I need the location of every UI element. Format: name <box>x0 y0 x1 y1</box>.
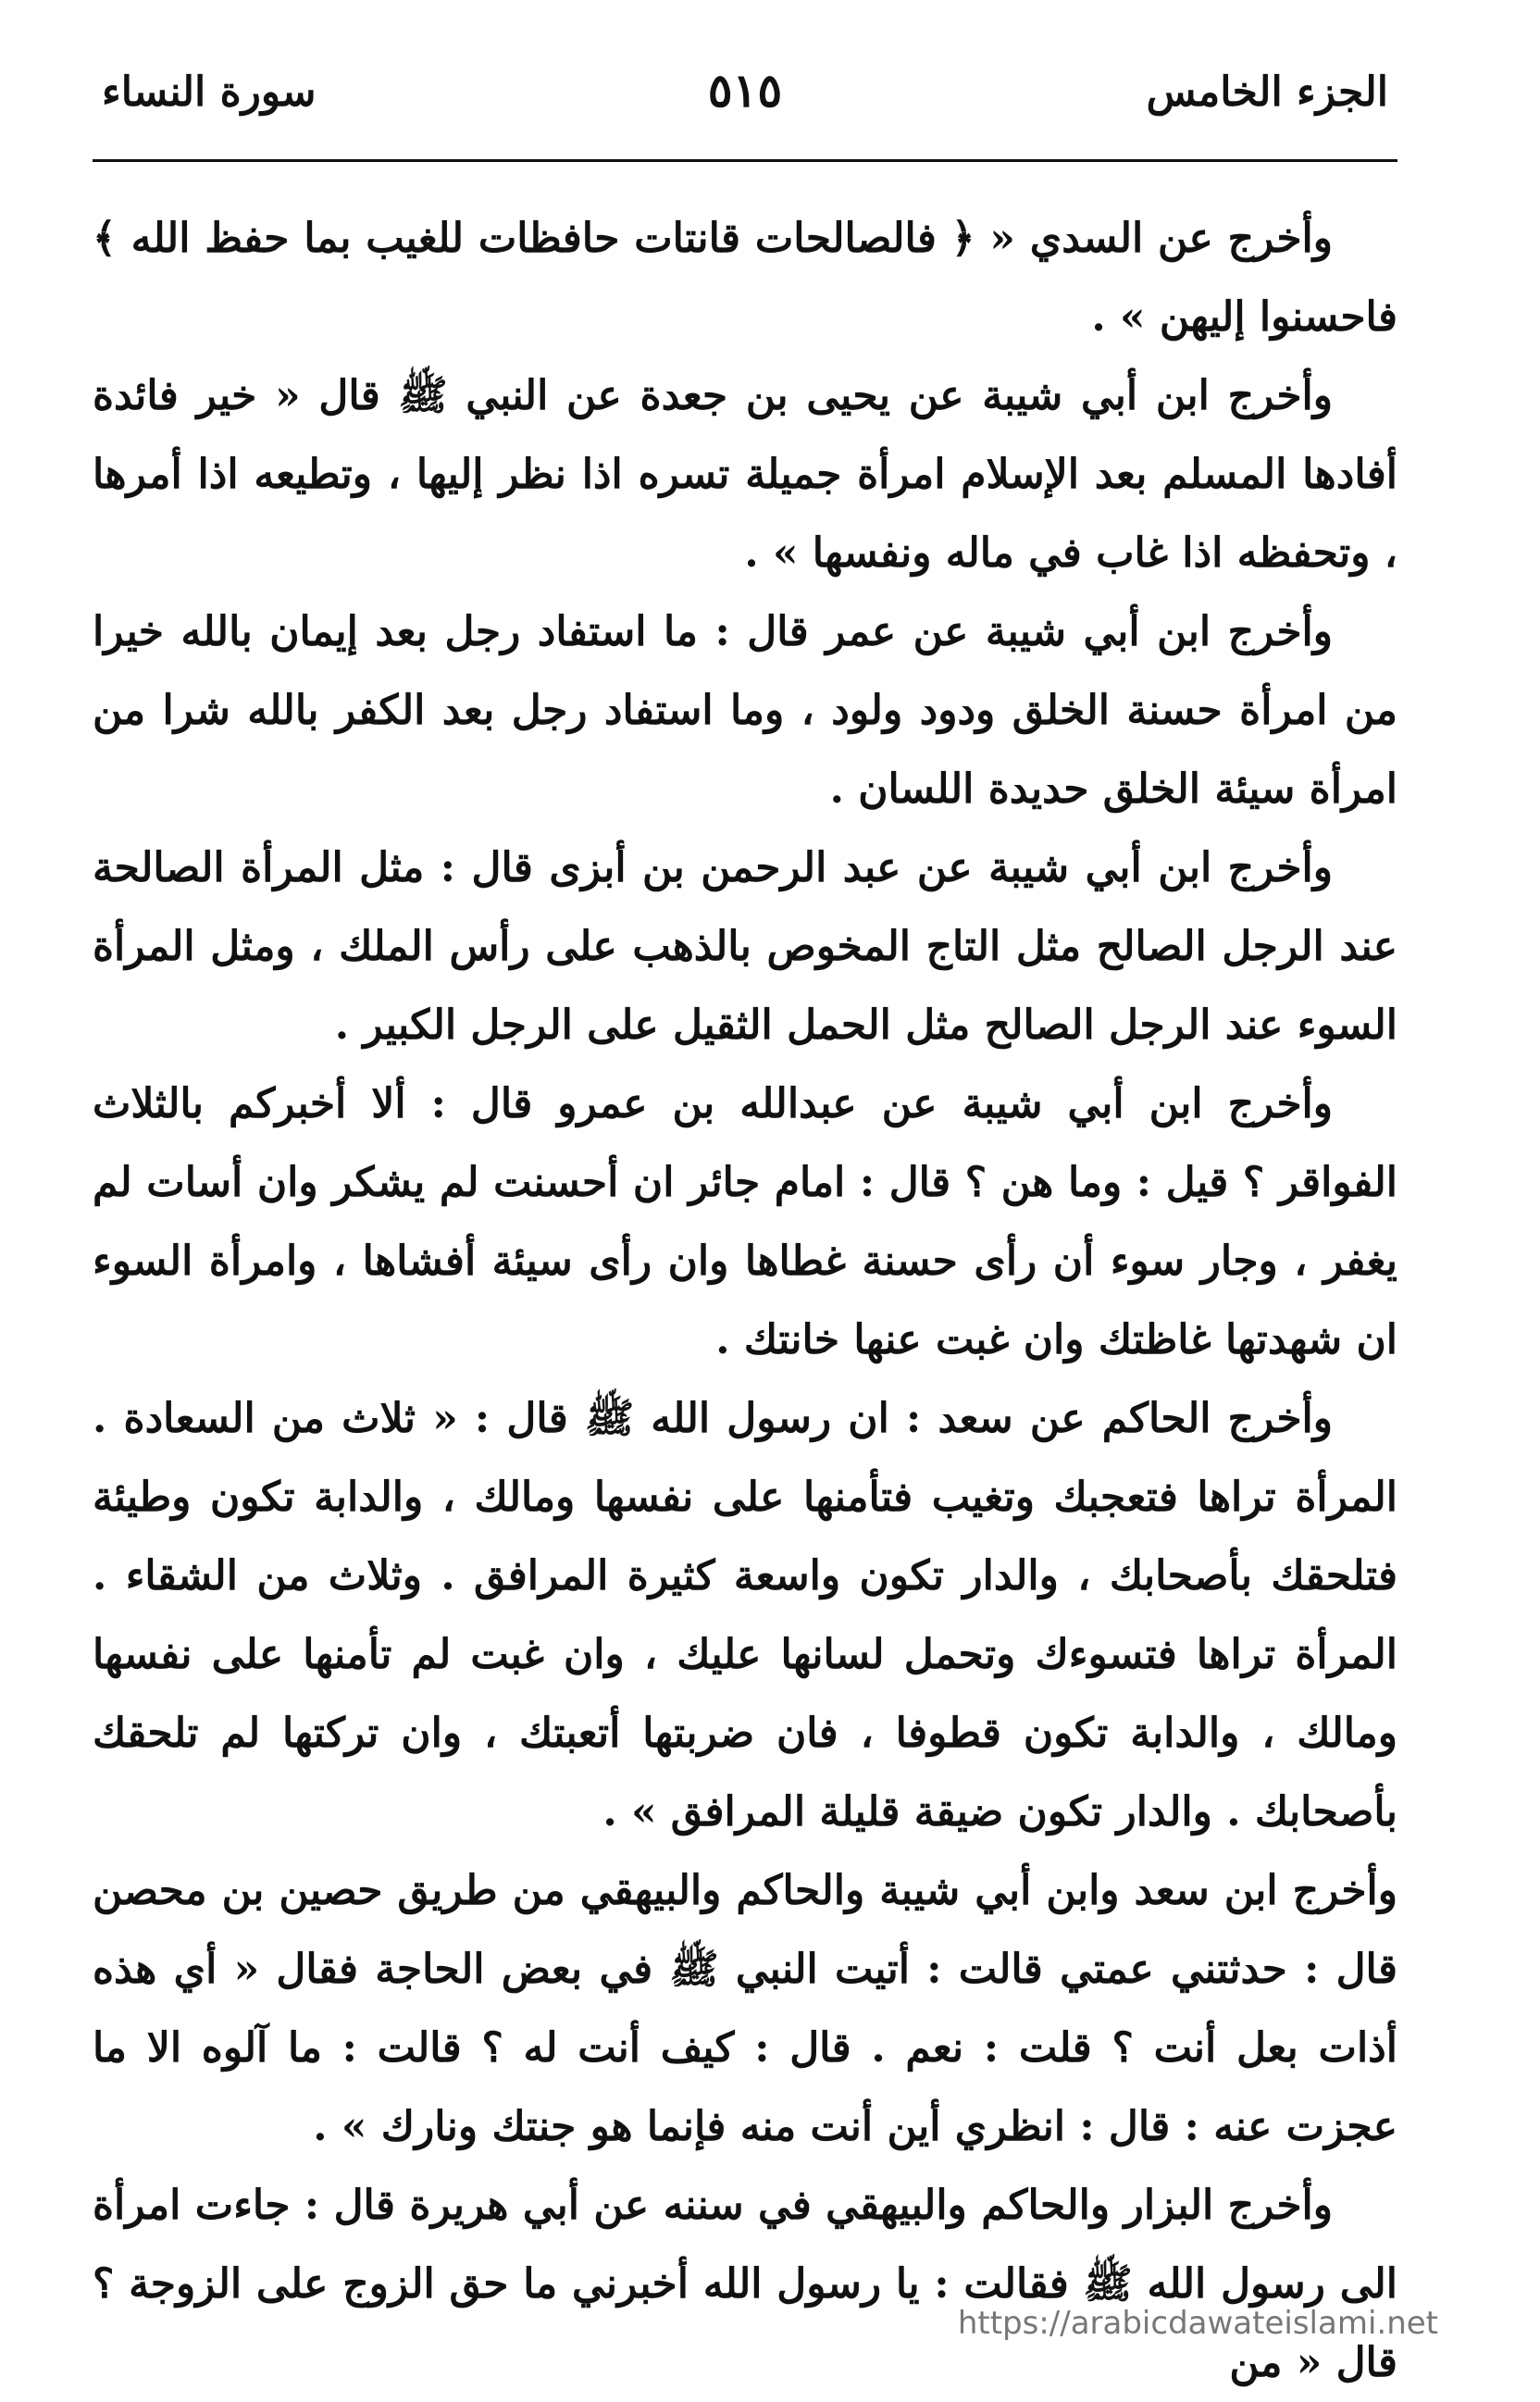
page-header <box>93 56 1397 148</box>
paragraph: وأخرج ابن سعد وابن أبي شيبة والحاكم والبيهقي من طريق حصين بن محصن قال : حدثتني عمتي قالت : أتيت النبي ﷺ في بعض الحاجة فقال « أي هذه أذات بعل أنت ؟ قلت : نعم . قال : كيف أنت له ؟ قالت : ما آلوه الا ما عجزت عنه : قال : انظري أين أنت منه فإنما هو جنتك ونارك » . <box>93 1867 1397 2150</box>
paragraph: وأخرج ابن أبي شيبة عن عمر قال : ما استفاد رجل بعد إيمان بالله خيرا من امرأة حسنة الخلق ودود ولود ، وما استفاد رجل بعد الكفر بالله شرا من امرأة سيئة الخلق حديدة اللسان . <box>93 608 1397 813</box>
paragraph: وأخرج البزار والحاكم والبيهقي في سننه عن أبي هريرة قال : جاءت امرأة الى رسول الله ﷺ فقالت : يا رسول الله أخبرني ما حق الزوج على الزوجة ؟ قال « من <box>93 2182 1397 2386</box>
part-title: الجزء الخامس <box>1146 68 1388 116</box>
paragraph: وأخرج ابن أبي شيبة عن عبد الرحمن بن أبزى قال : مثل المرأة الصالحة عند الرجل الصالح مثل التاج المخوص بالذهب على رأس الملك ، ومثل المرأة السوء عند الرجل الصالح مثل الحمل الثقيل على الرجل الكبير . <box>93 844 1397 1049</box>
paragraph: وأخرج ابن أبي شيبة عن يحيى بن جعدة عن النبي ﷺ قال « خير فائدة أفادها المسلم بعد الإسلام امرأة جميلة تسره اذا نظر إليها ، وتطيعه اذا أمرها ، وتحفظه اذا غاب في ماله ونفسها » . <box>93 372 1397 577</box>
page-body <box>93 199 1397 2402</box>
paragraph: وأخرج عن السدي « ﴿ فالصالحات قانتات حافظات للغيب بما حفظ الله ﴾ فاحسنوا إليهن » . <box>93 215 1397 341</box>
page-number: ٥١٥ <box>707 63 783 118</box>
header-divider <box>93 159 1397 162</box>
surah-title: سورة النساء <box>102 68 317 116</box>
watermark-url: https://arabicdawateislami.net <box>957 2305 1438 2342</box>
paragraph: وأخرج ابن أبي شيبة عن عبدالله بن عمرو قال : ألا أخبركم بالثلاث الفواقر ؟ قيل : وما هن ؟ قال : امام جائر ان أحسنت لم يشكر وان أسات لم يغفر ، وجار سوء أن رأى حسنة غطاها وان رأى سيئة أفشاها ، وامرأة السوء ان شهدتها غاظتك وان غبت عنها خانتك . <box>93 1080 1397 1363</box>
paragraph: وأخرج الحاكم عن سعد : ان رسول الله ﷺ قال : « ثلاث من السعادة . المرأة تراها فتعجبك وتغيب فتأمنها على نفسها ومالك ، والدابة تكون وطيئة فتلحقك بأصحابك ، والدار تكون واسعة كثيرة المرافق . وثلاث من الشقاء . المرأة تراها فتسوءك وتحمل لسانها عليك ، وان غبت لم تأمنها على نفسها ومالك ، والدابة تكون قطوفا ، فان ضربتها أتعبتك ، وان تركتها لم تلحقك بأصحابك . والدار تكون ضيقة قليلة المرافق » . <box>93 1395 1397 1836</box>
